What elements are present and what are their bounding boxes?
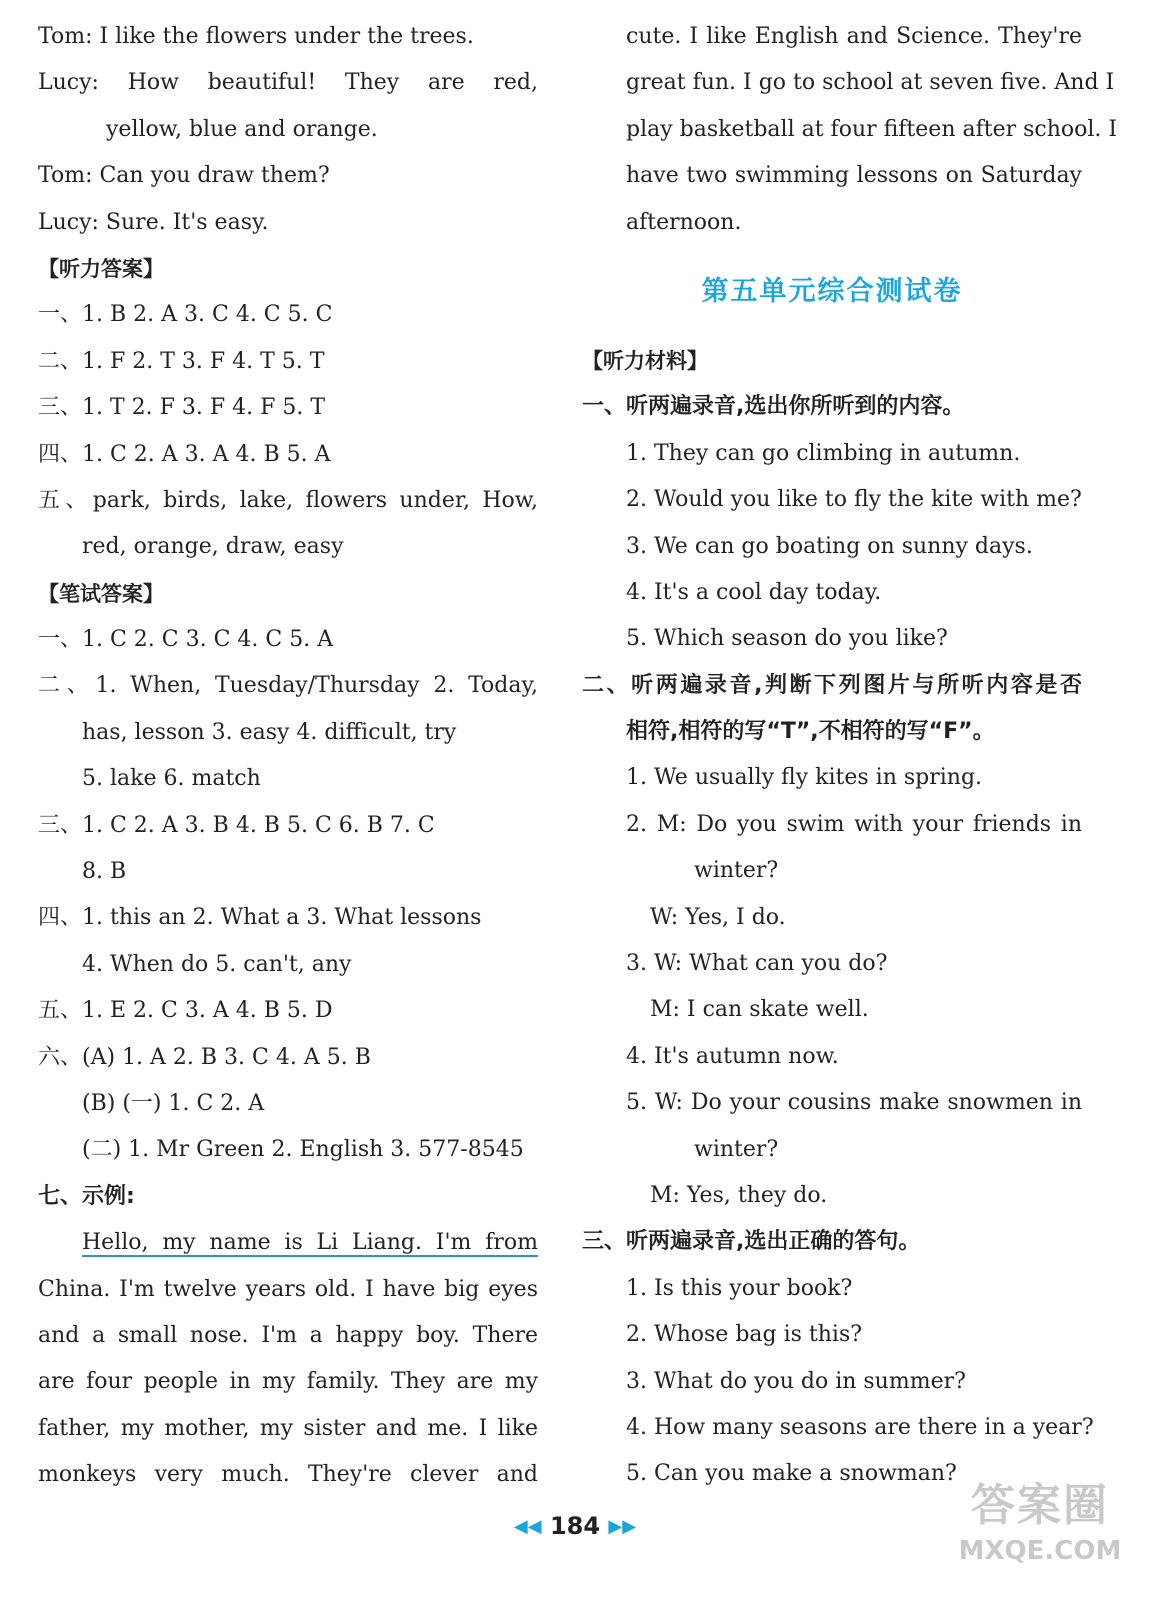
text-line: 四、1. C 2. A 3. A 4. B 5. A (38, 441, 331, 467)
text-line: 【笔试答案】 (38, 581, 164, 606)
text-line: M: Yes, they do. (650, 1182, 828, 1208)
text-line: 5. Which season do you like? (626, 626, 948, 652)
text-line: father, my mother, my sister and me. I like (38, 1415, 538, 1441)
text-line: 二、1. F 2. T 3. F 4. T 5. T (38, 348, 325, 374)
text-line: 三、听两遍录音,选出正确的答句。 (582, 1229, 921, 1255)
text-line: afternoon. (626, 209, 742, 235)
text-line: 相符,相符的写“T”,不相符的写“F”。 (626, 719, 995, 745)
text-line: 4. It's autumn now. (626, 1043, 839, 1069)
text-line: 3. We can go boating on sunny days. (626, 533, 1033, 559)
text-line: 2. M: Do you swim with your friends in (626, 811, 1082, 837)
text-line: (二) 1. Mr Green 2. English 3. 577-8545 (82, 1137, 524, 1163)
text-line: 4. It's a cool day today. (626, 579, 882, 605)
text-line: 8. B (82, 859, 127, 885)
text-line: cute. I like English and Science. They're (626, 24, 1082, 49)
text-line: Lucy: How beautiful! They are red, (38, 70, 538, 96)
text-line: 1. Is this your book? (626, 1275, 853, 1301)
text-line: Tom: Can you draw them? (38, 163, 330, 189)
text-line: 5. Can you make a snowman? (626, 1461, 957, 1487)
prev-arrows-icon: ◀◀ (513, 1516, 542, 1537)
text-line: yellow, blue and orange. (106, 116, 378, 142)
text-line: 六、(A) 1. A 2. B 3. C 4. A 5. B (38, 1044, 371, 1070)
text-line: 一、1. C 2. C 3. C 4. C 5. A (38, 627, 334, 653)
text-line: 4. How many seasons are there in a year? (626, 1414, 1094, 1440)
text-line: 三、1. T 2. F 3. F 4. F 5. T (38, 395, 326, 421)
text-line: 5. W: Do your cousins make snowmen in (626, 1090, 1082, 1116)
text-line: play basketball at four fifteen after school. I (626, 116, 1118, 142)
text-line: and a small nose. I'm a happy boy. There (38, 1322, 538, 1348)
text-line: 四、1. this an 2. What a 3. What lessons (38, 905, 482, 931)
text-line: 5. lake 6. match (82, 766, 261, 792)
text-line: 一、1. B 2. A 3. C 4. C 5. C (38, 302, 333, 328)
essay-continuation (582, 14, 1118, 246)
text-line: great fun. I go to school at seven five. And I (626, 70, 1115, 96)
text-line: monkeys very much. They're clever and (38, 1462, 538, 1488)
text-line: 3. What do you do in summer? (626, 1368, 966, 1394)
text-line: 一、听两遍录音,选出你所听到的内容。 (582, 394, 965, 420)
left-column (38, 14, 538, 1499)
text-line: 2. Whose bag is this? (626, 1322, 863, 1348)
watermark-logo (950, 1478, 1130, 1588)
right-column (582, 14, 1118, 1498)
text-line: 2. Would you like to fly the kite with me? (626, 487, 1082, 513)
next-arrows-icon: ▶▶ (608, 1516, 637, 1537)
section-title: 第五单元综合测试卷 (701, 275, 963, 307)
text-line: 五、1. E 2. C 3. A 4. B 5. D (38, 998, 333, 1024)
text-line: 三、1. C 2. A 3. B 4. B 5. C 6. B 7. C (38, 812, 435, 838)
text-line: 1. They can go climbing in autumn. (626, 440, 1021, 466)
text-line: China. I'm twelve years old. I have big eyes (38, 1276, 538, 1302)
text-line: have two swimming lessons on Saturday (626, 163, 1082, 189)
text-line: 二、1. When, Tuesday/Thursday 2. Today, (38, 673, 538, 699)
text-line: Hello, my name is Li Liang. I'm from (82, 1230, 538, 1256)
text-line: red, orange, draw, easy (82, 534, 344, 560)
text-line: 五、park, birds, lake, flowers under, How, (38, 487, 538, 513)
watermark-logo-text: 答案圈 (971, 1480, 1109, 1531)
text-line: (B) (一) 1. C 2. A (82, 1090, 265, 1116)
text-line: 4. When do 5. can't, any (82, 951, 352, 977)
text-line: 1. We usually fly kites in spring. (626, 765, 983, 791)
text-line: 七、示例: (38, 1183, 135, 1209)
text-line: has, lesson 3. easy 4. difficult, try (82, 719, 457, 745)
text-line: M: I can skate well. (650, 997, 869, 1023)
watermark-url: MXQE.COM (958, 1536, 1122, 1566)
text-line: winter? (694, 1136, 779, 1162)
text-line: are four people in my family. They are my (38, 1369, 538, 1395)
text-line: Tom: I like the flowers under the trees. (38, 24, 474, 49)
listening-material (582, 338, 1094, 1498)
text-line: 二、听两遍录音,判断下列图片与所听内容是否 (582, 672, 1082, 698)
page-number: 184 (549, 1512, 601, 1540)
text-line: 【听力材料】 (582, 348, 708, 373)
text-line: W: Yes, I do. (650, 904, 786, 930)
text-line: 3. W: What can you do? (626, 951, 888, 977)
text-line: winter? (694, 858, 779, 884)
text-line: Lucy: Sure. It's easy. (38, 209, 269, 235)
text-line: 【听力答案】 (38, 256, 164, 281)
